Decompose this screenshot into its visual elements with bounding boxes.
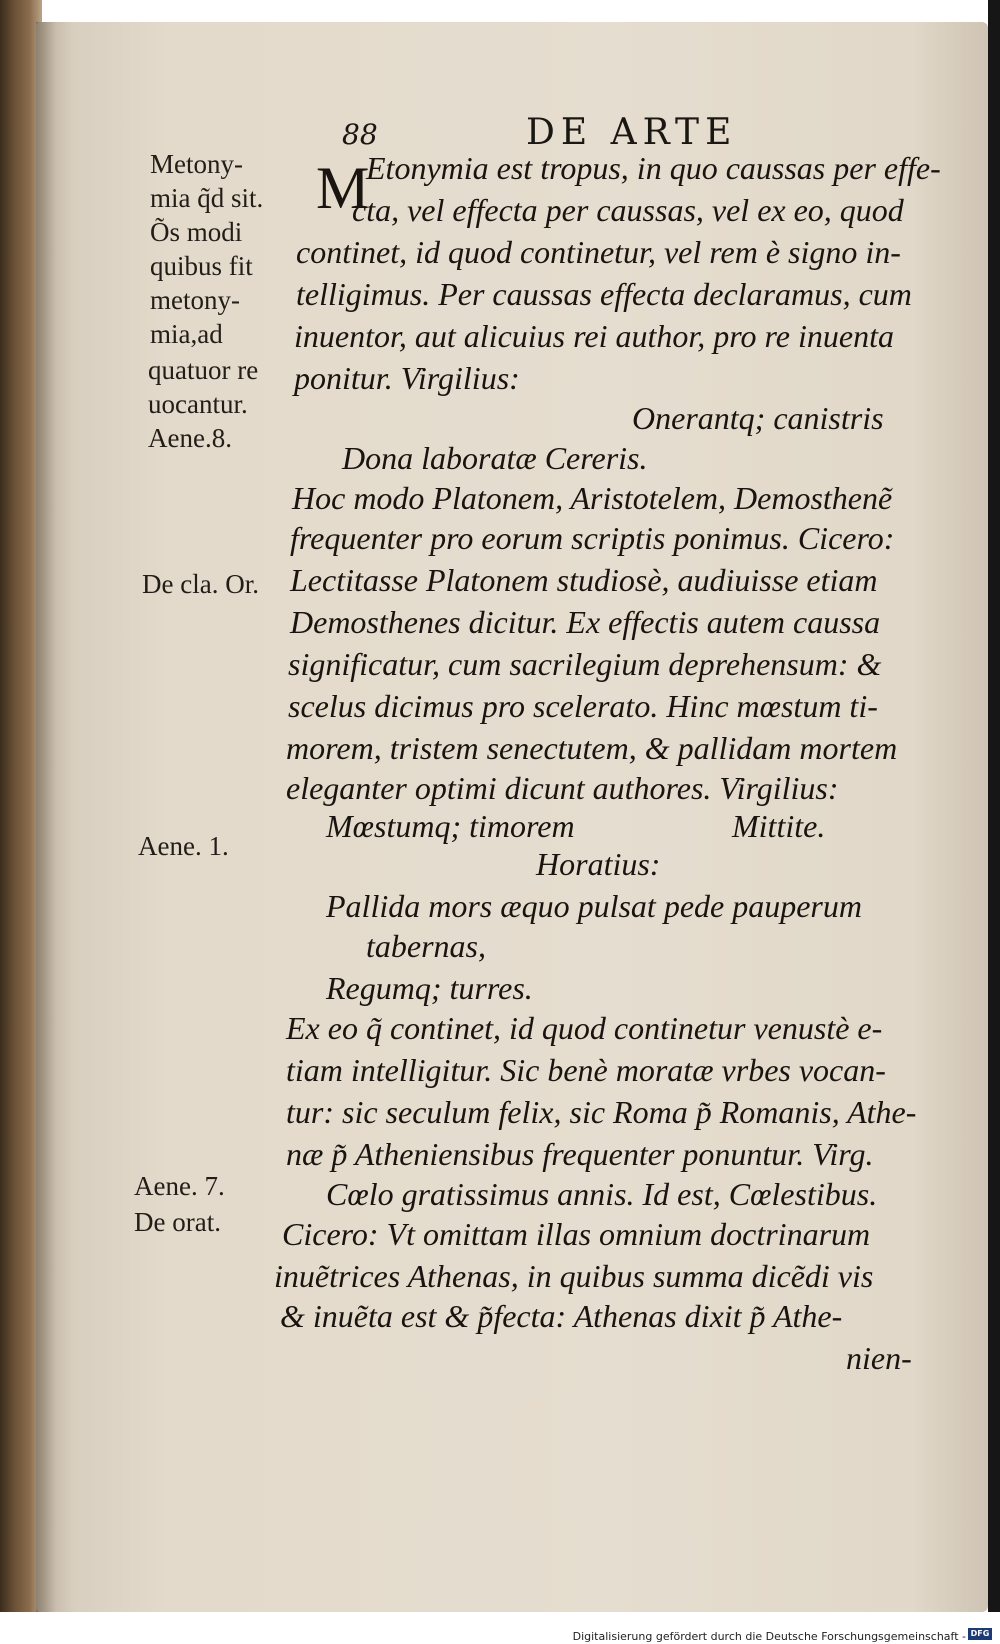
text-line: Horatius: bbox=[536, 846, 661, 882]
text-line: tiam intelligitur. Sic benè moratæ vrbes vocan- bbox=[286, 1052, 886, 1088]
text-line: morem, tristem senectutem, & pallidam mortem bbox=[286, 730, 898, 766]
text-line: Mittite. bbox=[732, 808, 826, 844]
text-line: frequenter pro eorum scriptis ponimus. Cicero: bbox=[290, 520, 895, 556]
digitization-credit: Digitalisierung gefördert durch die Deutsche Forschungsgemeinschaft - bbox=[572, 1630, 966, 1643]
text-line: nien- bbox=[846, 1340, 912, 1376]
margin-note: quibus fit bbox=[150, 251, 253, 281]
text-line: cta, vel effecta per caussas, vel ex eo, quod bbox=[352, 192, 904, 228]
margin-note: mia,ad bbox=[150, 319, 223, 349]
text-line: Cicero: Vt omittam illas omnium doctrinarum bbox=[282, 1216, 871, 1252]
margin-note: uocantur. bbox=[148, 389, 248, 419]
margin-note: De cla. Or. bbox=[142, 569, 259, 599]
text-line: næ p̃ Atheniensibus frequenter ponuntur. Virg. bbox=[286, 1136, 874, 1172]
text-line: inuentor, aut alicuius rei author, pro re inuenta bbox=[294, 318, 894, 354]
text-line: Hoc modo Platonem, Aristotelem, Demosthenẽ bbox=[292, 480, 893, 516]
gutter-shadow bbox=[36, 22, 56, 1612]
text-line: significatur, cum sacrilegium deprehensum: & bbox=[288, 646, 882, 682]
margin-note: Õs modi bbox=[150, 217, 243, 247]
text-line: continet, id quod continetur, vel rem è signo in- bbox=[296, 234, 901, 270]
margin-note: Aene. 7. bbox=[134, 1171, 225, 1201]
margin-note: Metony- bbox=[150, 149, 243, 179]
margin-note: Aene.8. bbox=[148, 423, 232, 453]
text-line: ponitur. Virgilius: bbox=[294, 360, 520, 396]
text-line: Mœstumq; timorem bbox=[326, 808, 575, 844]
margin-note: De orat. bbox=[134, 1207, 221, 1237]
text-line: Pallida mors æquo pulsat pede pauperum bbox=[326, 888, 862, 924]
text-line: Regumq; turres. bbox=[326, 970, 533, 1006]
text-line: inuẽtrices Athenas, in quibus summa dicẽdi vis bbox=[274, 1258, 874, 1294]
margin-note: metony- bbox=[150, 285, 240, 315]
text-line: tabernas, bbox=[366, 928, 486, 964]
page-number: 88 bbox=[342, 118, 378, 151]
margin-note: mia q̃d sit. bbox=[150, 183, 264, 213]
text-line: telligimus. Per caussas effecta declaramus, cum bbox=[296, 276, 912, 312]
book-edge-right bbox=[988, 0, 1000, 1644]
text-line: eleganter optimi dicunt authores. Virgilius: bbox=[286, 770, 839, 806]
margin-note: quatuor re bbox=[148, 355, 259, 385]
running-title: DE ARTE bbox=[526, 112, 738, 153]
text-line: scelus dicimus pro scelerato. Hinc mœstum ti- bbox=[288, 688, 878, 724]
text-line: Etonymia est tropus, in quo caussas per effe- bbox=[366, 150, 941, 186]
text-line: & inuẽta est & p̃fecta: Athenas dixit p̃ Athe- bbox=[280, 1298, 843, 1334]
text-line: Ex eo q̃ continet, id quod continetur venustè e- bbox=[286, 1010, 883, 1046]
drop-initial: M bbox=[316, 155, 370, 221]
text-line: Cœlo gratissimus annis. Id est, Cœlestibus. bbox=[326, 1176, 878, 1212]
text-line: Demosthenes dicitur. Ex effectis autem caussa bbox=[290, 604, 881, 640]
margin-note: Aene. 1. bbox=[138, 831, 229, 861]
text-line: Onerantq; canistris bbox=[632, 400, 884, 436]
text-line: tur: sic seculum felix, sic Roma p̃ Romanis, Athe- bbox=[286, 1094, 917, 1130]
text-line: Dona laboratæ Cereris. bbox=[342, 440, 648, 476]
dfg-logo: DFG bbox=[968, 1628, 992, 1640]
text-line: Lectitasse Platonem studiosè, audiuisse etiam bbox=[290, 562, 878, 598]
